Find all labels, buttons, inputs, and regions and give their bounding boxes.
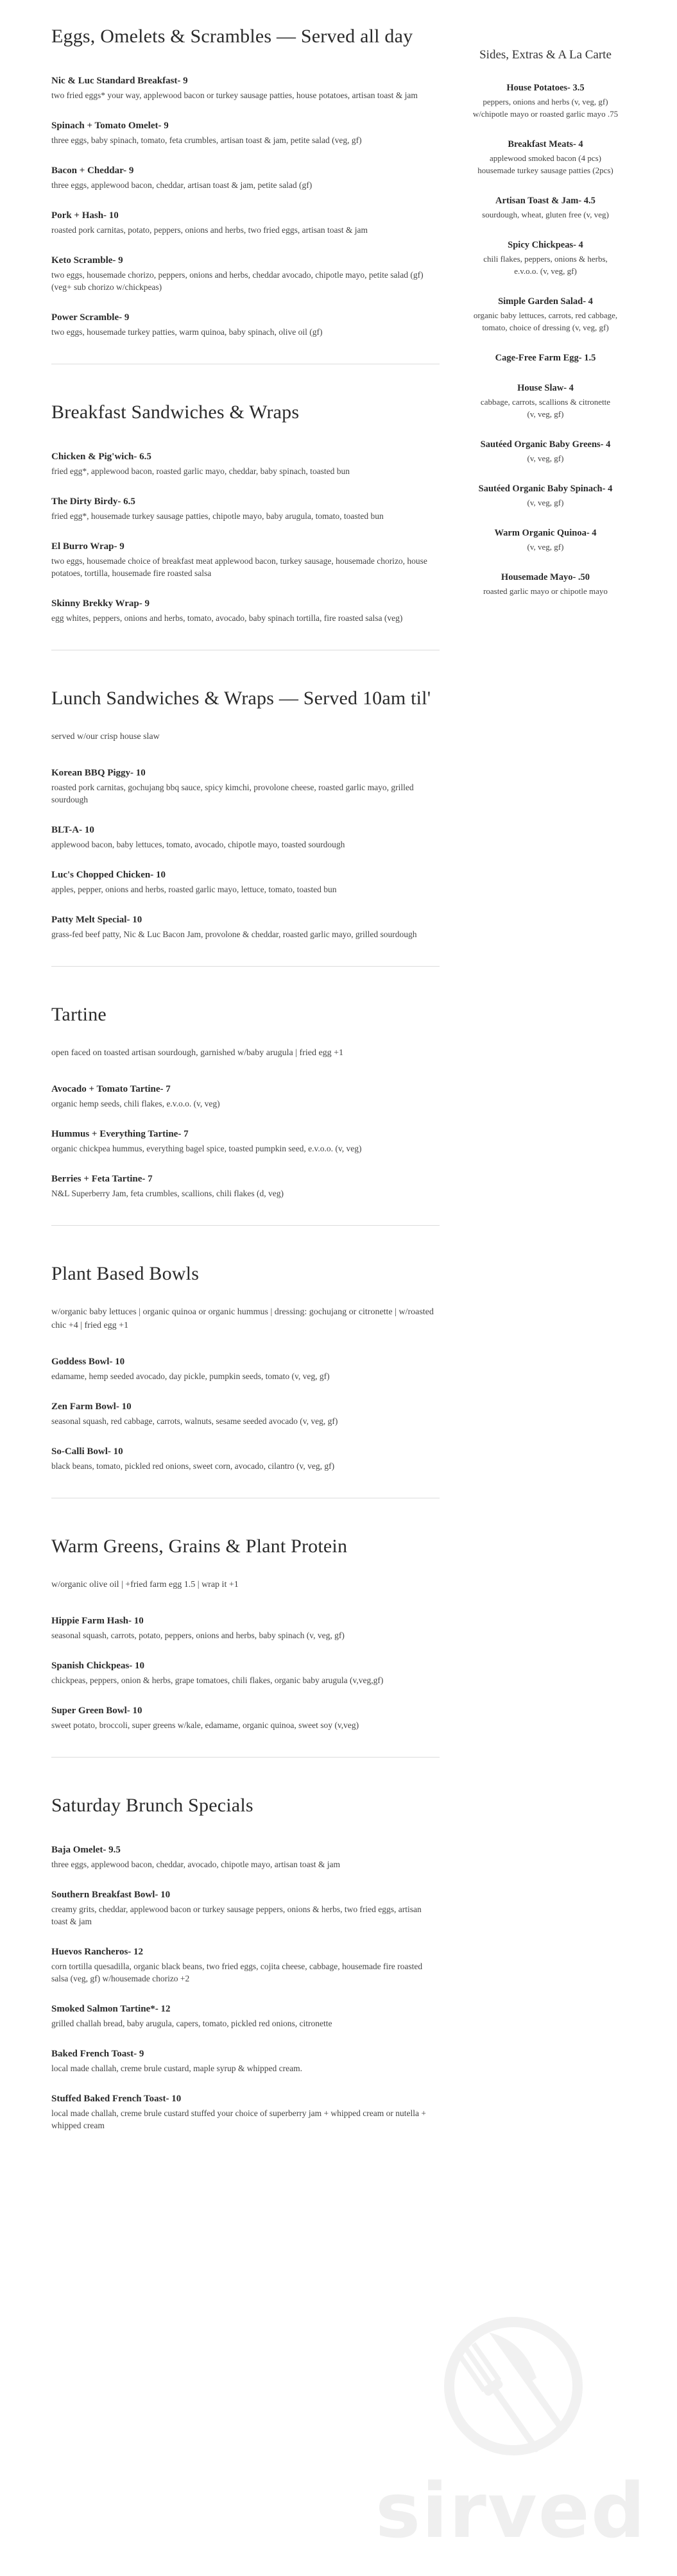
- side-item: [452, 439, 638, 464]
- side-item-description: (v, veg, gf): [527, 498, 564, 507]
- item-description: grass-fed beef patty, Nic & Luc Bacon Jam, provolone & cheddar, roasted garlic mayo, grilled sourdough: [51, 929, 417, 939]
- item-name: Smoked Salmon Tartine*- 12: [51, 2004, 171, 2014]
- item-description: two eggs, housemade choice of breakfast meat applewood bacon, turkey sausage, housemade chorizo, house potatoes, tortilla, housemade fire roasted salsa: [51, 556, 427, 578]
- menu-item: [51, 768, 440, 806]
- item-description: organic hemp seeds, chili flakes, e.v.o.o. (v, veg): [51, 1099, 220, 1108]
- menu-item: [51, 598, 440, 624]
- item-name: Zen Farm Bowl- 10: [51, 1402, 132, 1412]
- item-name: Power Scramble- 9: [51, 312, 130, 323]
- item-description: organic chickpea hummus, everything bagel spice, toasted pumpkin seed, e.v.o.o. (v, veg): [51, 1144, 362, 1153]
- item-name: Bacon + Cheddar- 9: [51, 165, 134, 176]
- side-item: [452, 83, 638, 120]
- section-title: Plant Based Bowls: [51, 1263, 200, 1284]
- side-item-name: Artisan Toast & Jam- 4.5: [495, 196, 596, 206]
- section-note: w/organic olive oil | +fried farm egg 1.5 | wrap it +1: [51, 1580, 239, 1589]
- side-item-description: (v, veg, gf): [527, 453, 564, 463]
- menu-item: [51, 165, 440, 191]
- menu-section: [51, 1795, 440, 2131]
- side-item-name: Spicy Chickpeas- 4: [508, 240, 583, 250]
- item-description: two eggs, housemade turkey patties, warm quinoa, baby spinach, olive oil (gf): [51, 327, 323, 337]
- item-description: corn tortilla quesadilla, organic black beans, two fried eggs, cojita cheese, cabbage, housemade fire roasted salsa (veg, gf) w/housemade chorizo +2: [51, 1962, 423, 1983]
- item-name: Berries + Feta Tartine- 7: [51, 1174, 153, 1184]
- menu-item: [51, 1174, 440, 1199]
- sides-title: Sides, Extras & A La Carte: [479, 48, 612, 62]
- menu-item: [51, 870, 440, 895]
- side-item-name: Sautéed Organic Baby Greens- 4: [480, 439, 611, 450]
- side-item: [452, 139, 638, 176]
- side-item-description: applewood smoked bacon (4 pcs) housemade turkey sausage patties (2pcs): [477, 153, 613, 175]
- menu-section: [51, 688, 440, 940]
- item-description: black beans, tomato, pickled red onions, sweet corn, avocado, cilantro (v, veg, gf): [51, 1461, 335, 1471]
- item-description: local made challah, creme brule custard stuffed your choice of superberry jam + whipped cream or nutella + whipped cream: [51, 2108, 426, 2130]
- section-note: open faced on toasted artisan sourdough, garnished w/baby arugula | fried egg +1: [51, 1048, 344, 1058]
- item-name: Stuffed Baked French Toast- 10: [51, 2094, 182, 2104]
- item-description: two fried eggs* your way, applewood bacon or turkey sausage patties, house potatoes, artisan toast & jam: [51, 90, 418, 100]
- side-item: [452, 353, 638, 364]
- item-description: roasted pork carnitas, gochujang bbq sauce, spicy kimchi, provolone cheese, roasted garlic mayo, grilled sourdough: [51, 783, 414, 804]
- menu-section: [51, 1536, 440, 1731]
- side-item-name: Housemade Mayo- .50: [501, 572, 590, 582]
- item-name: Baja Omelet- 9.5: [51, 1845, 121, 1855]
- menu-item: [51, 1947, 440, 1985]
- menu-item: [51, 1661, 440, 1686]
- menu-item: [51, 1129, 440, 1155]
- item-name: Spanish Chickpeas- 10: [51, 1661, 145, 1671]
- item-description: applewood bacon, baby lettuces, tomato, avocado, chipotle mayo, toasted sourdough: [51, 840, 345, 849]
- item-name: Keto Scramble- 9: [51, 255, 123, 266]
- menu-item: [51, 1616, 440, 1641]
- section-title: Breakfast Sandwiches & Wraps: [51, 402, 300, 423]
- menu-item: [51, 1845, 440, 1870]
- item-name: Goddess Bowl- 10: [51, 1357, 125, 1367]
- side-item: [452, 196, 638, 221]
- side-item-description: roasted garlic mayo or chipotle mayo: [483, 586, 608, 596]
- item-name: Huevos Rancheros- 12: [51, 1947, 144, 1957]
- menu-item: [51, 1402, 440, 1427]
- section-title: Warm Greens, Grains & Plant Protein: [51, 1536, 348, 1557]
- side-item-description: cabbage, carrots, scallions & citronette (v, veg, gf): [480, 397, 611, 419]
- item-description: egg whites, peppers, onions and herbs, tomato, avocado, baby spinach tortilla, fire roasted salsa (veg): [51, 613, 403, 623]
- item-name: Hippie Farm Hash- 10: [51, 1616, 144, 1626]
- side-item-name: House Potatoes- 3.5: [506, 83, 585, 93]
- item-name: Luc's Chopped Chicken- 10: [51, 870, 166, 880]
- section-title: Lunch Sandwiches & Wraps — Served 10am til': [51, 688, 431, 709]
- item-name: Super Green Bowl- 10: [51, 1706, 142, 1716]
- item-description: seasonal squash, red cabbage, carrots, walnuts, sesame seeded avocado (v, veg, gf): [51, 1416, 338, 1426]
- menu-item: [51, 1890, 440, 1928]
- section-note: w/organic baby lettuces | organic quinoa or organic hummus | dressing: gochujang or citronette | w/roasted chic +4 | fried egg +1: [51, 1307, 434, 1330]
- side-item-name: House Slaw- 4: [517, 383, 574, 393]
- item-description: apples, pepper, onions and herbs, roasted garlic mayo, lettuce, tomato, toasted bun: [51, 885, 337, 894]
- section-title: Tartine: [51, 1004, 107, 1025]
- menu-section: [51, 26, 440, 338]
- menu-item: [51, 312, 440, 338]
- side-item: [452, 484, 638, 509]
- menu-item: [51, 121, 440, 146]
- section-divider: [51, 966, 440, 967]
- item-name: The Dirty Birdy- 6.5: [51, 496, 135, 507]
- menu-item: [51, 210, 440, 236]
- menu-section: [51, 402, 440, 624]
- menu-item: [51, 825, 440, 851]
- item-name: Hummus + Everything Tartine- 7: [51, 1129, 189, 1139]
- sides-list: [452, 83, 638, 597]
- side-item: [452, 383, 638, 420]
- menu-item: [51, 255, 440, 293]
- menu-item: [51, 2049, 440, 2074]
- item-name: Korean BBQ Piggy- 10: [51, 768, 146, 778]
- item-description: edamame, hemp seeded avocado, day pickle, pumpkin seeds, tomato (v, veg, gf): [51, 1371, 330, 1381]
- menu-item: [51, 915, 440, 940]
- side-item: [452, 240, 638, 277]
- item-description: two eggs, housemade chorizo, peppers, onions and herbs, cheddar avocado, chipotle mayo, petite salad (gf) (veg+ sub chorizo w/chickpeas): [51, 270, 424, 292]
- item-name: Avocado + Tomato Tartine- 7: [51, 1084, 171, 1094]
- item-name: Baked French Toast- 9: [51, 2049, 144, 2059]
- section-title: Eggs, Omelets & Scrambles — Served all day: [51, 26, 413, 47]
- menu-section: [51, 1263, 440, 1472]
- item-name: Nic & Luc Standard Breakfast- 9: [51, 76, 188, 86]
- menu-item: [51, 76, 440, 101]
- side-item-name: Simple Garden Salad- 4: [498, 296, 593, 307]
- menu-item: [51, 541, 440, 579]
- side-item-name: Sautéed Organic Baby Spinach- 4: [478, 484, 613, 494]
- item-description: three eggs, applewood bacon, cheddar, avocado, chipotle mayo, artisan toast & jam: [51, 1860, 341, 1869]
- side-item: [452, 296, 638, 334]
- item-description: three eggs, baby spinach, tomato, feta crumbles, artisan toast & jam, petite salad (veg, gf): [51, 135, 362, 145]
- item-description: roasted pork carnitas, potato, peppers, onions and herbs, two fried eggs, artisan toast & jam: [51, 225, 368, 235]
- item-description: sweet potato, broccoli, super greens w/kale, edamame, organic quinoa, sweet soy (v,veg): [51, 1720, 359, 1730]
- item-description: N&L Superberry Jam, feta crumbles, scallions, chili flakes (d, veg): [51, 1189, 284, 1198]
- side-item-name: Cage-Free Farm Egg- 1.5: [495, 353, 596, 363]
- side-item-description: peppers, onions and herbs (v, veg, gf) w/chipotle mayo or roasted garlic mayo .75: [472, 97, 619, 119]
- item-name: BLT-A- 10: [51, 825, 94, 835]
- item-description: three eggs, applewood bacon, cheddar, artisan toast & jam, petite salad (gf): [51, 180, 313, 190]
- section-divider: [51, 1225, 440, 1226]
- item-name: Skinny Brekky Wrap- 9: [51, 598, 150, 609]
- side-item-name: Warm Organic Quinoa- 4: [494, 528, 597, 538]
- item-name: Pork + Hash- 10: [51, 210, 119, 221]
- menu-item: [51, 496, 440, 522]
- side-item: [452, 572, 638, 597]
- watermark-brand: sirved: [375, 2466, 647, 2555]
- menu-item: [51, 1446, 440, 1472]
- item-description: seasonal squash, carrots, potato, peppers, onions and herbs, baby spinach (v, veg, gf): [51, 1631, 345, 1640]
- item-description: grilled challah bread, baby arugula, capers, tomato, pickled red onions, citronette: [51, 2019, 332, 2028]
- side-item: [452, 528, 638, 553]
- menu-item: [51, 1084, 440, 1110]
- section-note: served w/our crisp house slaw: [51, 732, 160, 741]
- sides-column: [452, 48, 638, 616]
- menu-left-column: [51, 26, 440, 2151]
- item-description: creamy grits, cheddar, applewood bacon or turkey sausage peppers, onions & herbs, two fried eggs, artisan toast & jam: [51, 1904, 422, 1926]
- item-name: El Burro Wrap- 9: [51, 541, 124, 552]
- item-name: Patty Melt Special- 10: [51, 915, 142, 925]
- item-description: local made challah, creme brule custard, maple syrup & whipped cream.: [51, 2063, 302, 2073]
- item-name: Southern Breakfast Bowl- 10: [51, 1890, 171, 1900]
- side-item-description: organic baby lettuces, carrots, red cabbage, tomato, choice of dressing (v, veg, gf): [473, 310, 618, 332]
- side-item-description: (v, veg, gf): [527, 542, 564, 552]
- menu-item: [51, 2004, 440, 2029]
- item-name: Chicken & Pig'wich- 6.5: [51, 452, 151, 462]
- side-item-name: Breakfast Meats- 4: [508, 139, 583, 149]
- item-name: So-Calli Bowl- 10: [51, 1446, 123, 1457]
- menu-item: [51, 2094, 440, 2131]
- menu-section: [51, 1004, 440, 1199]
- item-description: fried egg*, housemade turkey sausage patties, chipotle mayo, baby arugula, tomato, toasted bun: [51, 511, 384, 521]
- section-divider: [51, 1757, 440, 1758]
- menu-item: [51, 1357, 440, 1382]
- menu-item: [51, 452, 440, 477]
- item-description: chickpeas, peppers, onion & herbs, grape tomatoes, chili flakes, organic baby arugula (v,veg,gf): [51, 1675, 384, 1685]
- side-item-description: chili flakes, peppers, onions & herbs, e.v.o.o. (v, veg, gf): [483, 254, 608, 276]
- item-description: fried egg*, applewood bacon, roasted garlic mayo, cheddar, baby spinach, toasted bun: [51, 466, 350, 476]
- side-item-description: sourdough, wheat, gluten free (v, veg): [482, 210, 609, 219]
- menu-item: [51, 1706, 440, 1731]
- item-name: Spinach + Tomato Omelet- 9: [51, 121, 169, 131]
- section-title: Saturday Brunch Specials: [51, 1795, 253, 1816]
